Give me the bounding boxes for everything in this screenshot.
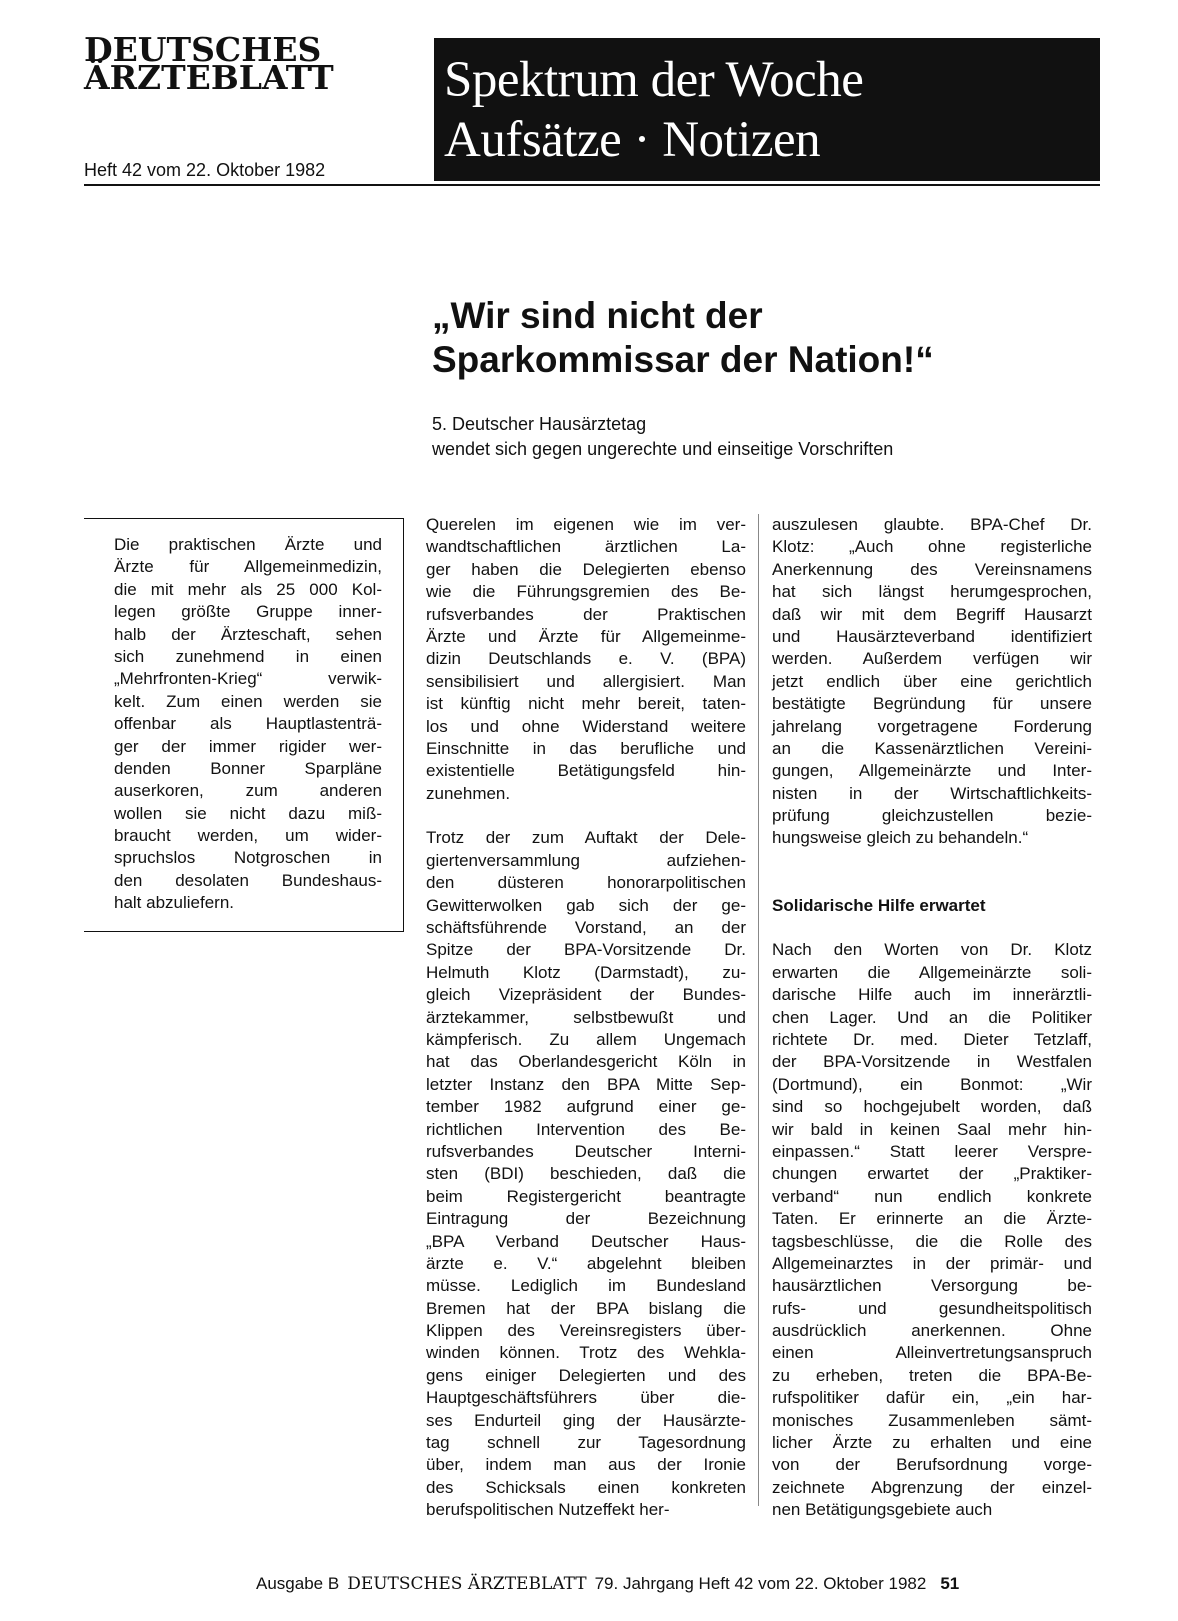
column-1-paragraph-1: [426, 514, 746, 805]
text-line: jetzt endlich über eine gerichtlich: [772, 671, 1092, 691]
text-line: verband“ nun endlich konkrete: [772, 1186, 1092, 1206]
text-line: tagsbeschlüsse, die die Rolle des: [772, 1231, 1092, 1251]
masthead-line-2: ÄRZTEBLATT: [84, 58, 334, 97]
text-line: müsse. Lediglich im Bundesland: [426, 1276, 746, 1296]
text-line: Gewitterwolken gab sich der ge-: [426, 895, 746, 915]
text-line: Einschnitte in das berufliche und: [426, 738, 746, 758]
text-line: giertenversammlung aufziehen-: [426, 850, 746, 870]
column-2-subheading: Solidarische Hilfe erwartet: [772, 895, 986, 915]
text-line: auserkoren, zum anderen: [114, 781, 382, 801]
headline-line-1: „Wir sind nicht der: [432, 295, 763, 336]
text-line: an die Kassenärztlichen Vereini-: [772, 738, 1092, 758]
text-line: halb der Ärzteschaft, sehen: [114, 624, 382, 644]
text-line: richtlichen Intervention des Be-: [426, 1119, 746, 1139]
text-line: rufspolitiker dafür ein, „ein har-: [772, 1388, 1092, 1408]
text-line: des Schicksals einen konkreten: [426, 1477, 746, 1497]
header-divider: [84, 184, 1100, 186]
text-line: rufsverbandes Deutscher Interni-: [426, 1141, 746, 1161]
text-line: die mit mehr als 25 000 Kol-: [114, 579, 382, 599]
text-line: tember 1982 aufgrund einer ge-: [426, 1097, 746, 1117]
text-line: ist künftig nicht mehr bereit, taten-: [426, 694, 746, 714]
column-2-paragraph-1: [772, 514, 1092, 850]
text-line: hat sich längst herumgesprochen,: [772, 582, 1092, 602]
text-line: erwarten die Allgemeinärzte soli-: [772, 962, 1092, 982]
text-line: Die praktischen Ärzte und: [114, 535, 382, 554]
text-line: sich zunehmend in einen: [114, 646, 382, 666]
text-line: daß wir mit dem Begriff Hausarzt: [772, 604, 1092, 624]
text-line: spruchslos Notgroschen in: [114, 848, 382, 868]
subhead-line-2: wendet sich gegen ungerechte und einseitige Vorschriften: [432, 439, 894, 459]
text-line: monisches Zusammenleben sämt-: [772, 1410, 1092, 1430]
text-line: braucht werden, um wider-: [114, 826, 382, 846]
text-line: Querelen im eigenen wie im ver-: [426, 515, 746, 534]
text-line: Spitze der BPA-Vorsitzende Dr.: [426, 940, 746, 960]
summary-text: [114, 534, 382, 915]
text-line: richtete Dr. med. Dieter Tetzlaff,: [772, 1030, 1092, 1049]
text-line: zunehmen.: [426, 783, 511, 803]
text-line: Klippen des Vereinsregisters über-: [426, 1321, 746, 1341]
section-title-box: [434, 38, 1100, 181]
text-line: chungen erwartet der „Praktiker-: [772, 1164, 1092, 1184]
column-2-paragraph-2: [772, 939, 1092, 1521]
footer-brand: DEUTSCHES ÄRZTEBLATT: [347, 1574, 587, 1594]
text-line: werden. Außerdem verfügen wir: [772, 649, 1092, 669]
subhead-line-1: 5. Deutscher Hausärztetag: [432, 414, 647, 434]
page-footer: [256, 1574, 1100, 1594]
text-line: gungen, Allgemeinärzte und Inter-: [772, 761, 1092, 781]
text-line: Taten. Er erinnerte an die Ärzte-: [772, 1209, 1092, 1229]
text-line: dizin Deutschlands e. V. (BPA): [426, 649, 746, 669]
text-line: ärztekammer, selbstbewußt und: [426, 1007, 746, 1027]
masthead-line-1: DEUTSCHES: [84, 30, 322, 69]
text-line: gleich Vizepräsident der Bundes-: [426, 985, 746, 1005]
text-line: bestätigte Begründung für unsere: [772, 694, 1092, 714]
section-title-line-2: Aufsätze · Notizen: [444, 112, 821, 168]
text-line: Nach den Worten von Dr. Klotz: [772, 940, 1092, 960]
text-line: nen Betätigungsgebiete auch: [772, 1500, 993, 1520]
text-line: Hauptgeschäftsführers über die-: [426, 1388, 746, 1408]
page-number: 51: [940, 1574, 960, 1593]
text-line: einen Alleinvertretungsanspruch: [772, 1343, 1092, 1363]
text-line: beim Registergericht beantragte: [426, 1186, 746, 1206]
text-line: über, indem man aus der Ironie: [426, 1455, 746, 1475]
text-line: ger haben die Delegierten ebenso: [426, 559, 746, 579]
article-subhead: [432, 412, 893, 462]
text-line: sten (BDI) beschieden, daß die: [426, 1164, 746, 1184]
text-line: jahrelang vorgetragene Forderung: [772, 716, 1092, 736]
text-line: letzter Instanz den BPA Mitte Sep-: [426, 1074, 746, 1094]
text-line: den düsteren honorarpolitischen: [426, 873, 746, 893]
text-line: ger der immer rigider wer-: [114, 736, 382, 756]
footer-details: 79. Jahrgang Heft 42 vom 22. Oktober 1982: [594, 1574, 927, 1593]
text-line: Eintragung der Bezeichnung: [426, 1209, 746, 1229]
column-1-paragraph-2: [426, 827, 746, 1521]
text-line: einpassen.“ Statt leerer Verspre-: [772, 1141, 1092, 1161]
text-line: Trotz der zum Auftakt der Dele-: [426, 828, 746, 848]
article-column-2: [772, 514, 1092, 1522]
text-line: tag schnell zur Tagesordnung: [426, 1433, 746, 1453]
text-line: ses Endurteil ging der Hausärzte-: [426, 1410, 746, 1430]
text-line: und Hausärzteverband identifiziert: [772, 626, 1092, 646]
text-line: rufsverbandes der Praktischen: [426, 604, 746, 624]
text-line: der BPA-Vorsitzende in Westfalen: [772, 1052, 1092, 1072]
text-line: ärzte e. V.“ abgelehnt bleiben: [426, 1253, 746, 1273]
text-line: existentielle Betätigungsfeld hin-: [426, 761, 746, 781]
text-line: gens einiger Delegierten und des: [426, 1365, 746, 1385]
text-line: darische Hilfe auch im innerärztli-: [772, 985, 1092, 1005]
column-divider: [758, 514, 759, 1506]
text-line: kelt. Zum einen werden sie: [114, 691, 382, 711]
text-line: los und ohne Widerstand weitere: [426, 716, 746, 736]
text-line: sind so hochgejubelt worden, daß: [772, 1097, 1092, 1117]
text-line: (Dortmund), ein Bonmot: „Wir: [772, 1074, 1092, 1094]
text-line: „BPA Verband Deutscher Haus-: [426, 1231, 746, 1251]
text-line: hat das Oberlandesgericht Köln in: [426, 1052, 746, 1072]
text-line: wir bald in keinen Saal mehr hin-: [772, 1119, 1092, 1139]
text-line: Bremen hat der BPA bislang die: [426, 1298, 746, 1318]
text-line: kämpferisch. Zu allem Ungemach: [426, 1029, 746, 1049]
text-line: „Mehrfronten-Krieg“ verwik-: [114, 669, 382, 689]
text-line: auszulesen glaubte. BPA-Chef Dr.: [772, 515, 1092, 534]
text-line: rufs- und gesundheitspolitisch: [772, 1298, 1092, 1318]
footer-edition: Ausgabe B: [256, 1574, 340, 1593]
text-line: wollen sie nicht dazu miß-: [114, 803, 382, 823]
text-line: zeichnete Abgrenzung der einzel-: [772, 1477, 1092, 1497]
text-line: ausdrücklich anerkennen. Ohne: [772, 1321, 1092, 1341]
text-line: chen Lager. Und an die Politiker: [772, 1007, 1092, 1027]
text-line: berufspolitischen Nutzeffekt her-: [426, 1500, 670, 1520]
text-line: wie die Führungsgremien des Be-: [426, 582, 746, 602]
text-line: von der Berufsordnung vorge-: [772, 1455, 1092, 1475]
text-line: legen größte Gruppe inner-: [114, 602, 382, 622]
text-line: hausärztlichen Versorgung be-: [772, 1276, 1092, 1296]
text-line: Ärzte für Allgemeinmedizin,: [114, 557, 382, 577]
issue-line: Heft 42 vom 22. Oktober 1982: [84, 160, 326, 180]
text-line: nisten in der Wirtschaftlichkeits-: [772, 783, 1092, 803]
text-line: sensibilisiert und allergisiert. Man: [426, 671, 746, 691]
text-line: winden können. Trotz des Wehkla-: [426, 1343, 746, 1363]
text-line: Allgemeinarztes in der primär- und: [772, 1253, 1092, 1273]
article-column-1: [426, 514, 746, 1522]
text-line: Klotz: „Auch ohne registerliche: [772, 537, 1092, 557]
text-line: offenbar als Hauptlastenträ-: [114, 714, 382, 734]
masthead-logo: [84, 30, 334, 97]
article-headline: [432, 294, 934, 382]
text-line: schäftsführende Vorstand, an der: [426, 918, 746, 938]
headline-line-2: Sparkommissar der Nation!“: [432, 339, 934, 380]
text-line: den desolaten Bundeshaus-: [114, 870, 382, 890]
text-line: prüfung gleichzustellen bezie-: [772, 806, 1092, 826]
text-line: Ärzte und Ärzte für Allgemeinme-: [426, 626, 746, 646]
text-line: denden Bonner Sparpläne: [114, 758, 382, 778]
text-line: hungsweise gleich zu behandeln.“: [772, 828, 1029, 848]
section-title-line-1: Spektrum der Woche: [444, 52, 864, 108]
text-line: licher Ärzte zu erhalten und eine: [772, 1433, 1092, 1453]
text-line: Anerkennung des Vereinsnamens: [772, 559, 1092, 579]
text-line: wandtschaftlichen ärztlichen La-: [426, 537, 746, 557]
text-line: zu erheben, treten die BPA-Be-: [772, 1365, 1092, 1385]
text-line: Helmuth Klotz (Darmstadt), zu-: [426, 962, 746, 982]
text-line: halt abzuliefern.: [114, 893, 235, 913]
